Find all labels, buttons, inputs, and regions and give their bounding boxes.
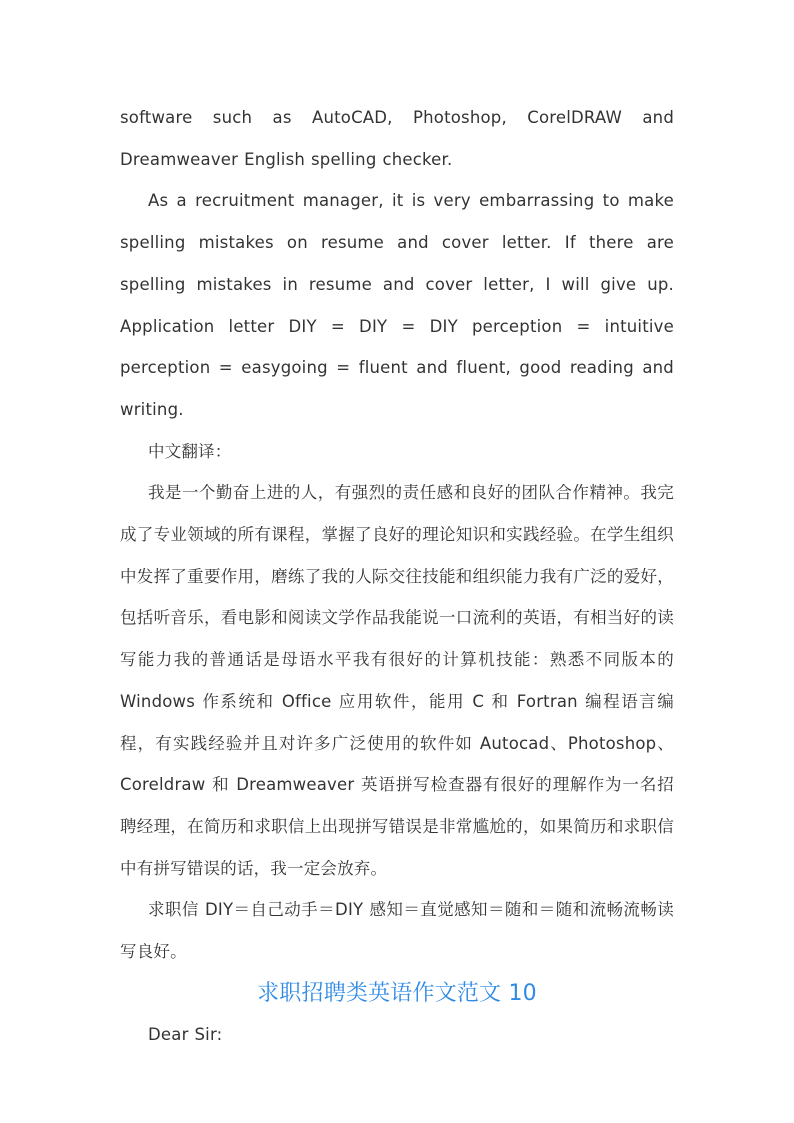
paragraph-software-list: software such as AutoCAD, Photoshop, CorelDRAW and Dreamweaver English spelling checker. — [120, 108, 674, 169]
paragraph-chinese-diy: 求职信 DIY＝自己动手＝DIY 感知＝直觉感知＝随和＝随和流畅流畅读写良好。 — [120, 900, 674, 962]
paragraph-chinese-translation-body: 我是一个勤奋上进的人，有强烈的责任感和良好的团队合作精神。我完成了专业领域的所有课程，掌握了良好的理论知识和实践经验。在学生组织中发挥了重要作用，磨练了我的人际交往技能和组织能力我有广泛的爱好，包括听音乐，看电影和阅读文学作品我能说一口流利的英语，有相当好的读写能力我的普通话是母语水平我有很好的计算机技能：熟悉不同版本的 Windows 作系统和 Office 应用软件，能用 C 和 Fortran 编程语言编程，有实践经验并且对许多广泛使用的软件如 Autocad、Photoshop、Coreldraw 和 Dreamweaver 英语拼写检查器有很好的理解作为一名招聘经理，在简历和求职信上出现拼写错误是非常尴尬的，如果简历和求职信中有拼写错误的话，我一定会放弃。 — [120, 483, 674, 878]
section-heading: 求职招聘类英语作文范文 10 — [257, 980, 537, 1006]
salutation: Dear Sir: — [148, 1025, 223, 1045]
paragraph-chinese-translation-label: 中文翻译： — [148, 441, 232, 461]
document-body — [120, 97, 674, 1056]
paragraph-recruitment-manager: As a recruitment manager, it is very embarrassing to make spelling mistakes on resume and cover letter. If there are spelling mistakes in resume and cover letter, I will give up. Application letter DIY = DIY = DIY perception = intuitive perception = easygoing = fluent and fluent, good reading and writing. — [120, 191, 674, 419]
